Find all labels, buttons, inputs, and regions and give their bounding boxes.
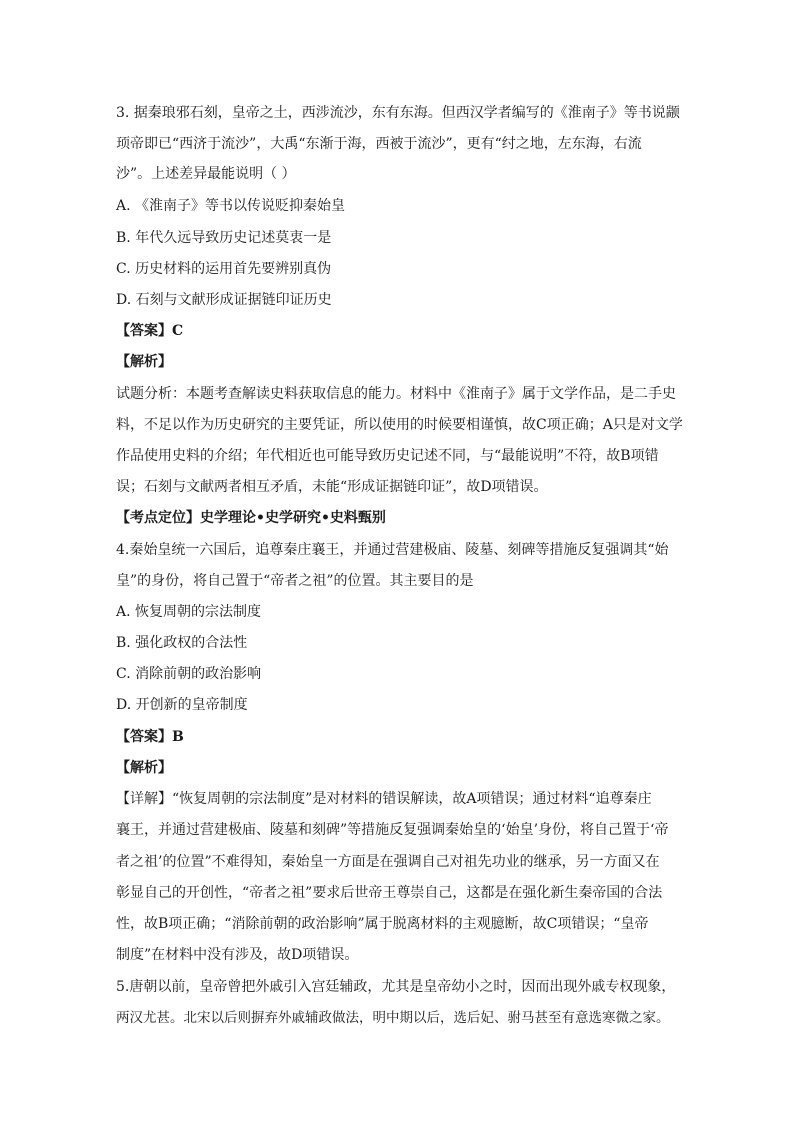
q3-analysis-line-3: 作品使用史料的介绍；年代相近也可能导致历史记述不同，与“最能说明”不符，故B项错 <box>116 448 659 464</box>
q4-analysis-line-5: 性，故B项正确；“消除前朝的政治影响”属于脱离材料的主观臆断，故C项错误；“皇帝 <box>116 916 649 932</box>
q3-analysis-title: 【解析】 <box>116 354 172 370</box>
q4-stem-line-1: 4.秦始皇统一六国后，追尊秦庄襄王，并通过营建极庙、陵墓、刻碑等措施反复强调其“始 <box>116 542 669 558</box>
q3-option-c: C. 历史材料的运用首先要辨别真伪 <box>116 261 332 277</box>
q4-analysis-line-6: 制度”在材料中没有涉及，故D项错误。 <box>116 947 359 963</box>
q4-analysis-title: 【解析】 <box>116 760 172 776</box>
q3-stem-line-1: 3. 据秦琅邪石刻，皇帝之土，西涉流沙，东有东海。但西汉学者编写的《淮南子》等书说颛 <box>116 105 680 121</box>
q4-option-d: D. 开创新的皇帝制度 <box>116 697 248 713</box>
q3-option-b: B. 年代久远导致历史记述莫衷一是 <box>116 230 332 246</box>
q5-stem-line-1: 5.唐朝以前，皇帝曾把外戚引入宫廷辅政，尤其是皇帝幼小之时，因而出现外戚专权现象， <box>116 979 676 995</box>
q3-answer: 【答案】C <box>116 323 184 339</box>
q4-option-c: C. 消除前朝的政治影响 <box>116 666 262 682</box>
q3-stem-line-2: 顼帝即已“西济于流沙”，大禹“东渐于海，西被于流沙”，更有“纣之地，左东海，右流 <box>116 136 642 152</box>
q3-analysis-line-1: 试题分析：本题考查解读史料获取信息的能力。材料中《淮南子》属于文学作品，是二手史 <box>116 386 676 402</box>
q4-option-a: A. 恢复周朝的宗法制度 <box>116 604 262 620</box>
q3-analysis-line-2: 料，不足以作为历史研究的主要凭证，所以使用的时候要相谨慎，故C项正确；A只是对文学 <box>116 417 683 433</box>
q4-analysis-line-2: 襄王，并通过营建极庙、陵墓和刻碑”等措施反复强调秦始皇的‘始皇’身份，将自己置于‘帝 <box>116 822 669 838</box>
q3-analysis-line-4: 误；石刻与文献两者相互矛盾，未能“形成证据链印证”，故D项错误。 <box>116 479 548 495</box>
q3-option-d: D. 石刻与文献形成证据链印证历史 <box>116 292 332 308</box>
q4-analysis-line-1: 【详解】“恢复周朝的宗法制度”是对材料的错误解读，故A项错误；通过材料“追尊秦庄 <box>116 791 652 807</box>
q3-kaodian: 【考点定位】史学理论•史学研究•史料甄别 <box>116 510 386 526</box>
q5-stem-line-2: 两汉尤甚。北宋以后则摒弃外戚辅政做法，明中期以后，选后妃、驸马甚至有意选寒微之家。 <box>116 1010 670 1026</box>
q3-option-a: A. 《淮南子》等书以传说贬抑秦始皇 <box>116 198 346 214</box>
q4-analysis-line-3: 者之祖’的位置”不难得知，秦始皇一方面是在强调自己对祖先功业的继承，另一方面又在 <box>116 854 660 870</box>
q4-stem-line-2: 皇”的身份，将自己置于“帝者之祖”的位置。其主要目的是 <box>116 573 474 589</box>
q4-answer: 【答案】B <box>116 729 184 745</box>
q4-option-b: B. 强化政权的合法性 <box>116 635 248 651</box>
q4-analysis-line-4: 彰显自己的开创性，“帝者之祖”要求后世帝王尊崇自己，这都是在强化新生秦帝国的合法 <box>116 885 663 901</box>
q3-stem-line-3: 沙”。上述差异最能说明（ ） <box>116 166 296 182</box>
